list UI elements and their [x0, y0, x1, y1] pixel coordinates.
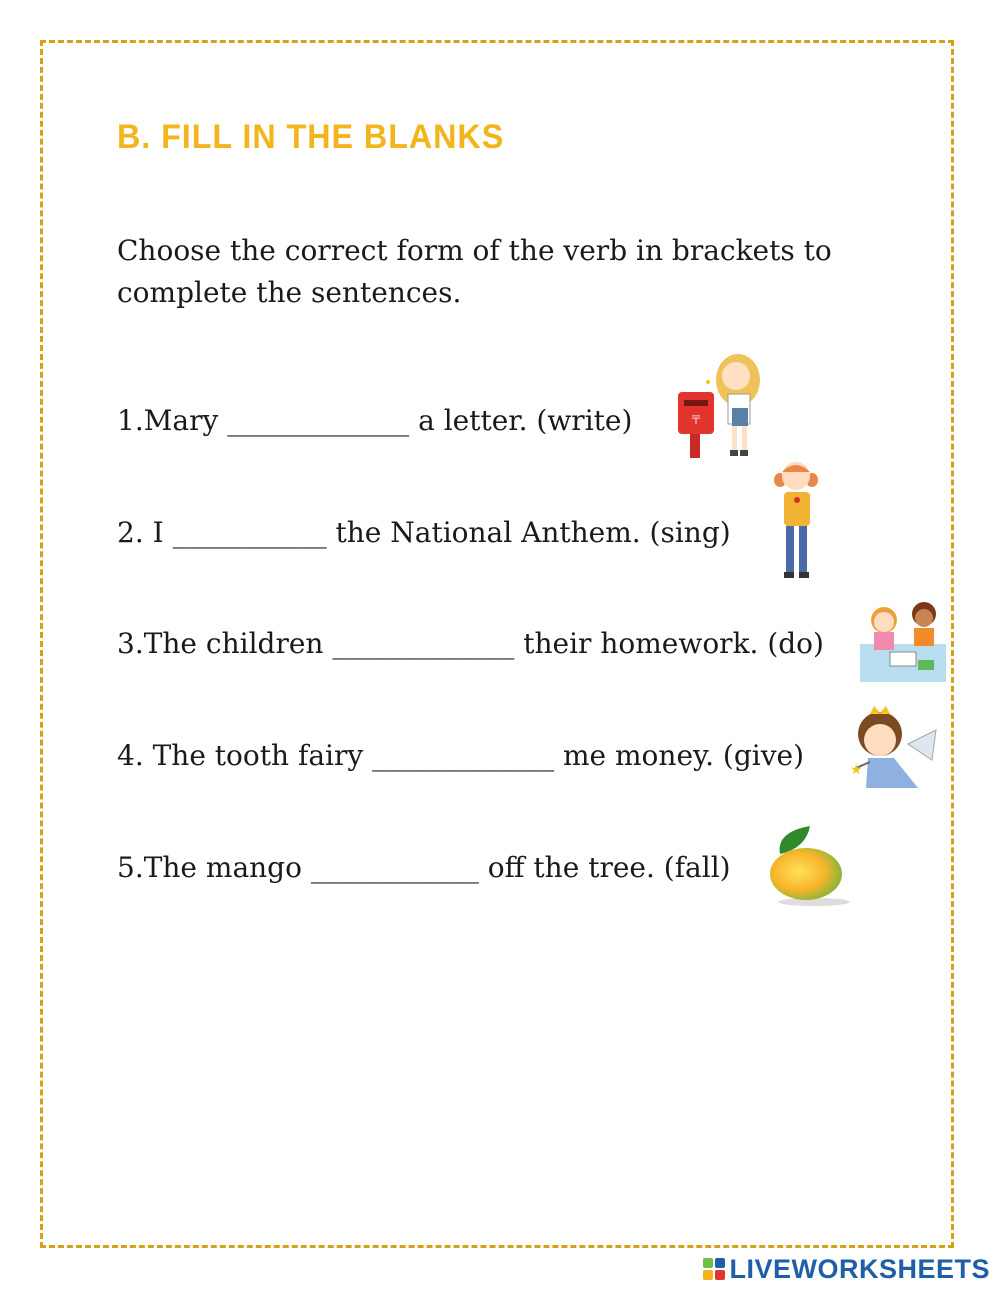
girl-mailbox-illustration: [676, 352, 768, 460]
answer-blank[interactable]: _____________: [332, 627, 515, 660]
question-4: [117, 739, 804, 772]
singing-child-illustration: [772, 458, 820, 580]
svg-text:〒: 〒: [689, 413, 703, 427]
answer-blank[interactable]: ___________: [172, 516, 327, 549]
tooth-fairy-illustration: [848, 704, 940, 800]
question-text-before: The mango: [143, 851, 302, 884]
liveworksheets-logo: [703, 1255, 990, 1283]
instructions: Choose the correct form of the verb in brackets to complete the sentences.: [117, 234, 832, 309]
question-text-after: me money. (give): [562, 739, 805, 772]
mango-illustration: [766, 822, 862, 908]
children-homework-illustration: [860, 600, 946, 682]
logo-text: LIVEWORKSHEETS: [729, 1253, 990, 1284]
question-number: 2.: [117, 516, 144, 549]
answer-blank[interactable]: _____________: [227, 404, 410, 437]
question-3: [117, 627, 824, 660]
question-text-before: The tooth fairy: [152, 739, 364, 772]
question-2: [117, 516, 731, 549]
question-text-before: I: [152, 516, 164, 549]
question-text-after: their homework. (do): [523, 627, 824, 660]
question-text-after: the National Anthem. (sing): [335, 516, 731, 549]
svg-text:★: ★: [850, 762, 863, 778]
question-number: 4.: [117, 739, 144, 772]
question-number: 3.: [117, 627, 144, 660]
question-text-before: Mary: [143, 404, 219, 437]
question-text-after: off the tree. (fall): [487, 851, 731, 884]
answer-blank[interactable]: _____________: [372, 739, 555, 772]
question-text-before: The children: [143, 627, 324, 660]
question-number: 1.: [117, 404, 144, 437]
question-1: [117, 404, 632, 437]
answer-blank[interactable]: ____________: [310, 851, 479, 884]
logo-icon: [703, 1258, 725, 1280]
question-number: 5.: [117, 851, 144, 884]
section-title: B. FILL IN THE BLANKS: [117, 118, 505, 156]
question-5: [117, 851, 731, 884]
question-text-after: a letter. (write): [418, 404, 633, 437]
